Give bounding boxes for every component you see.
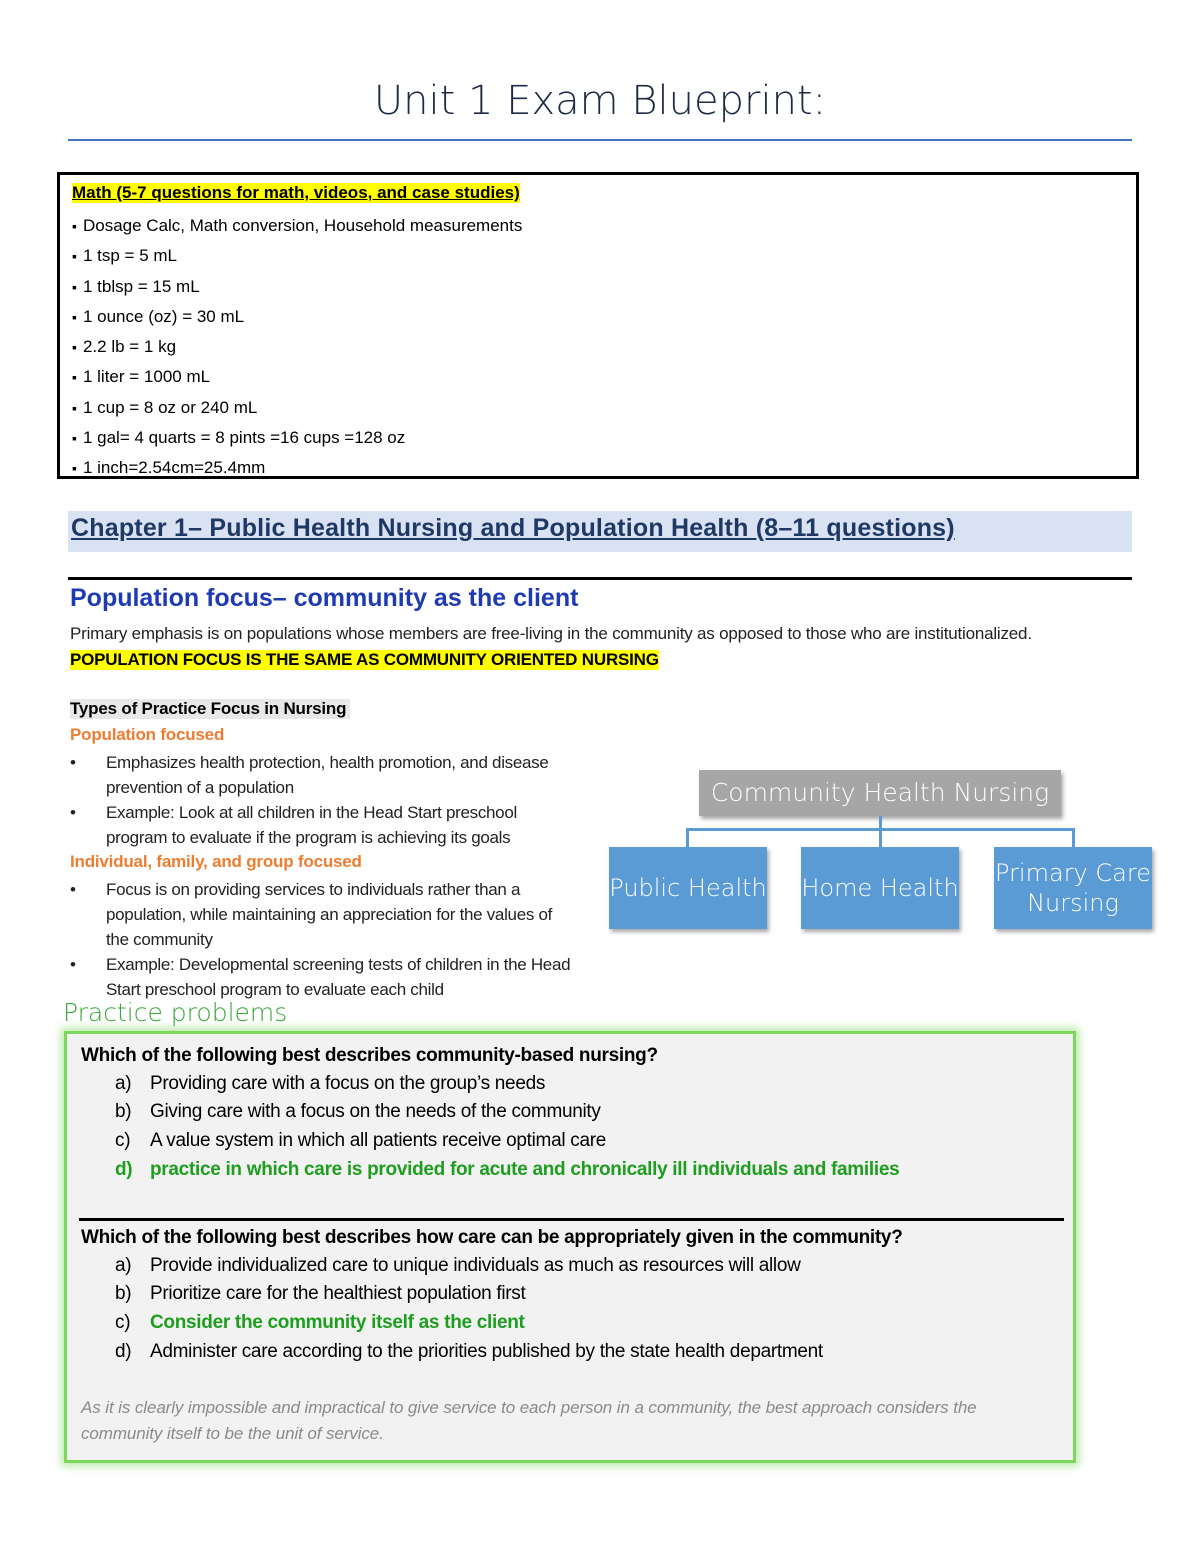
q1-option-c: c) A value system in which all patients receive optimal care [115,1130,607,1151]
list-item: • Example: Look at all children in the Head Start preschool program to evaluate if the program is achieving its goals [70,800,576,850]
math-box [57,172,1139,479]
individual-focused-label: Individual, family, and group focused [70,852,362,871]
list-item: • Focus is on providing services to individuals rather than a population, while maintaining an appreciation for the values of the community [70,877,576,952]
math-item: ▪ 1 tsp = 5 mL [72,241,522,271]
chapter-title: Chapter 1– Public Health Nursing and Population Health (8–11 questions) [71,514,955,542]
individual-focused-list [70,877,576,1002]
diagram-node-primary-care: Primary Care Nursing [994,847,1152,929]
math-item: ▪ Dosage Calc, Math conversion, Household measurements [72,211,522,241]
question-2: Which of the following best describes how care can be appropriately given in the community? [81,1227,903,1248]
diagram-node-public-health: Public Health [609,847,767,929]
math-item: ▪ 1 gal= 4 quarts = 8 pints =16 cups =128 oz [72,423,522,453]
math-item: ▪ 1 liter = 1000 mL [72,362,522,392]
population-focused-list [70,750,576,850]
q1-option-b: b) Giving care with a focus on the needs of the community [115,1101,601,1122]
q2-explanation: As it is clearly impossible and impractical to give service to each person in a community, the best approach considers the community itself to be the unit of service. [81,1398,977,1443]
q1-option-d-correct: d) practice in which care is provided for acute and chronically ill individuals and families [115,1159,900,1180]
question-1: Which of the following best describes community-based nursing? [81,1045,658,1066]
page-title: Unit 1 Exam Blueprint: [373,78,827,124]
q2-option-a: a) Provide individualized care to unique individuals as much as resources will allow [115,1255,801,1276]
question-divider [79,1218,1064,1221]
diagram-connector [879,828,882,848]
population-title: Population focus– community as the client [70,584,579,612]
section-divider [68,577,1132,580]
population-description: Primary emphasis is on populations whose members are free-living in the community as opposed to those who are institutionalized. [70,624,1032,643]
title-divider [68,139,1132,141]
diagram-connector [686,828,689,848]
q2-option-b: b) Prioritize care for the healthiest population first [115,1283,526,1304]
q2-option-c-correct: c) Consider the community itself as the client [115,1312,525,1333]
math-item: ▪ 1 tblsp = 15 mL [72,272,522,302]
population-focused-label: Population focused [70,725,225,744]
diagram-node-home-health: Home Health [801,847,959,929]
q2-option-d: d) Administer care according to the priorities published by the state health department [115,1341,823,1362]
math-item: ▪ 2.2 lb = 1 kg [72,332,522,362]
q1-option-a: a) Providing care with a focus on the group’s needs [115,1073,546,1094]
diagram-connector [1072,828,1075,848]
math-item: ▪ 1 inch=2.54cm=25.4mm [72,453,522,483]
math-item: ▪ 1 ounce (oz) = 30 mL [72,302,522,332]
practice-title: Practice problems [63,998,288,1027]
math-item: ▪ 1 cup = 8 oz or 240 mL [72,393,522,423]
list-item: • Example: Developmental screening tests of children in the Head Start preschool program to evaluate each child [70,952,576,1002]
list-item: • Emphasizes health protection, health promotion, and disease prevention of a population [70,750,576,800]
math-heading: Math (5-7 questions for math, videos, and case studies) [72,183,520,202]
practice-box [64,1031,1076,1463]
types-heading: Types of Practice Focus in Nursing [70,699,350,719]
math-list [72,211,522,484]
diagram-root-node: Community Health Nursing [699,770,1061,816]
population-highlight: POPULATION FOCUS IS THE SAME AS COMMUNITY ORIENTED NURSING [70,650,659,669]
